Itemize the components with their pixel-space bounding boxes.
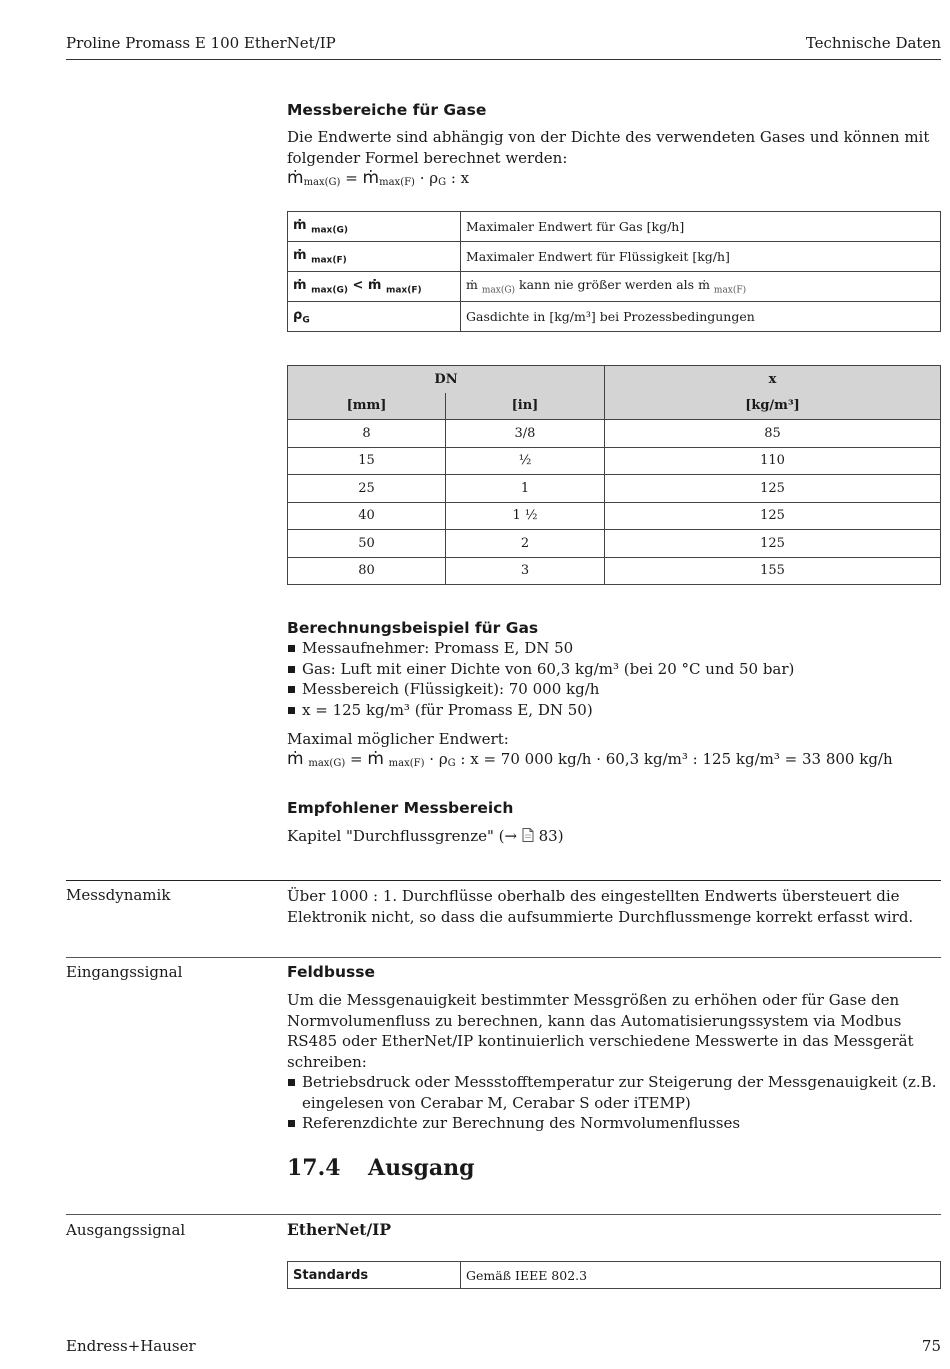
table-row: 25 1 125 bbox=[288, 475, 941, 503]
table-row: Standards Gemäß IEEE 802.3 bbox=[288, 1262, 941, 1289]
output-table bbox=[287, 1261, 941, 1289]
section-number: 17.4 bbox=[287, 1155, 341, 1181]
list-item: Messaufnehmer: Promass E, DN 50 bbox=[287, 638, 941, 659]
example-list bbox=[287, 638, 941, 721]
max-label: Maximal möglicher Endwert: bbox=[287, 729, 509, 748]
gas-heading: Messbereiche für Gase bbox=[287, 101, 487, 119]
input-list bbox=[287, 1072, 941, 1134]
divider bbox=[66, 1214, 941, 1215]
in-header: [in] bbox=[446, 393, 605, 420]
dynamics-label: Messdynamik bbox=[66, 886, 171, 904]
definition-table bbox=[287, 211, 941, 332]
page-icon bbox=[522, 827, 534, 845]
input-heading: Feldbusse bbox=[287, 963, 375, 981]
gas-formula: ṁ$_{max(G)}$ = ṁ$_{max(F)}$ · $\rho_G$ : x bbox=[287, 168, 470, 188]
table-row: $\rho_G$ Gasdichte in [kg/m³] bei Prozessbedingungen bbox=[288, 302, 941, 332]
divider bbox=[66, 880, 941, 881]
example-formula: ṁ $_{max(G)}$ = ṁ $_{max(F)} \cdot \rho_G$ : x = 70 000 kg/h · 60,3 kg/m³ : 125 kg/m³ = 33 800 kg/h bbox=[287, 749, 893, 770]
table-row: 80 3 155 bbox=[288, 557, 941, 585]
output-table-wrap bbox=[287, 1261, 941, 1289]
footer-company: Endress+Hauser bbox=[66, 1337, 196, 1355]
page-number: 75 bbox=[921, 1337, 941, 1355]
table-row: ṁ $_{max(G)}$ Maximaler Endwert für Gas [kg/h] bbox=[288, 212, 941, 242]
page-header bbox=[66, 32, 941, 60]
header-section: Technische Daten bbox=[805, 34, 941, 52]
dynamics-text: Über 1000 : 1. Durchflüsse oberhalb des eingestellten Endwerts übersteuert die Elektronik nicht, so dass die aufsummierte Durchflussmenge korrekt erfasst wird. bbox=[287, 887, 914, 926]
table-row: 8 3/8 85 bbox=[288, 420, 941, 448]
gas-intro: Die Endwerte sind abhängig von der Dichte des verwendeten Gases und können mit folgender Formel berechnet werden: bbox=[287, 128, 930, 167]
input-section bbox=[287, 963, 941, 1134]
list-item: Gas: Luft mit einer Dichte von 60,3 kg/m³ (bei 20 °C und 50 bar) bbox=[287, 659, 941, 680]
kgm3-header: [kg/m³] bbox=[605, 393, 941, 420]
table-row: ṁ $_{max(F)}$ Maximaler Endwert für Flüssigkeit [kg/h] bbox=[288, 242, 941, 272]
list-item: Betriebsdruck oder Messstofftemperatur zur Steigerung der Messgenauigkeit (z.B. eingelesen von Cerabar M, Cerabar S oder iTEMP) bbox=[287, 1072, 941, 1113]
section-name: Ausgang bbox=[368, 1155, 475, 1181]
gas-section bbox=[287, 101, 941, 193]
recommended-section bbox=[287, 799, 941, 847]
table-row: ṁ $_{max(G)}$ < ṁ $_{max(F)}$ ṁ $_{max(G)}$ kann nie größer werden als ṁ $_{max(F)}$ bbox=[288, 272, 941, 302]
mm-header: [mm] bbox=[288, 393, 446, 420]
list-item: Messbereich (Flüssigkeit): 70 000 kg/h bbox=[287, 679, 941, 700]
divider bbox=[66, 957, 941, 958]
header-product: Proline Promass E 100 EtherNet/IP bbox=[66, 34, 336, 52]
example-section bbox=[287, 619, 941, 774]
recommended-heading: Empfohlener Messbereich bbox=[287, 799, 514, 817]
page-link[interactable]: 83) bbox=[538, 827, 564, 845]
output-heading: EtherNet/IP bbox=[287, 1220, 392, 1239]
dn-header: DN bbox=[288, 366, 605, 393]
definition-table-wrap bbox=[287, 211, 941, 332]
list-item: x = 125 kg/m³ (für Promass E, DN 50) bbox=[287, 700, 941, 721]
table-row: 15 ½ 110 bbox=[288, 447, 941, 475]
dn-table-wrap bbox=[287, 365, 941, 585]
output-section bbox=[287, 1220, 941, 1239]
recommended-text: Kapitel "Durchflussgrenze" (→ 83) bbox=[287, 827, 564, 845]
table-row: 50 2 125 bbox=[288, 530, 941, 558]
input-label: Eingangssignal bbox=[66, 963, 183, 981]
example-heading: Berechnungsbeispiel für Gas bbox=[287, 619, 539, 637]
list-item: Referenzdichte zur Berechnung des Normvolumenflusses bbox=[287, 1113, 941, 1134]
input-text: Um die Messgenauigkeit bestimmter Messgrößen zu erhöhen oder für Gase den Normvolumenfluss zu berechnen, kann das Automatisierungssystem via Modbus RS485 oder EtherNet/IP kontinuierlich verschiedene Messwerte in das Messgerät schreiben: bbox=[287, 991, 914, 1071]
table-row: 40 1 ½ 125 bbox=[288, 502, 941, 530]
x-header: x bbox=[605, 366, 941, 393]
dn-table bbox=[287, 365, 941, 585]
section-title bbox=[287, 1155, 474, 1181]
output-label: Ausgangssignal bbox=[66, 1221, 186, 1239]
